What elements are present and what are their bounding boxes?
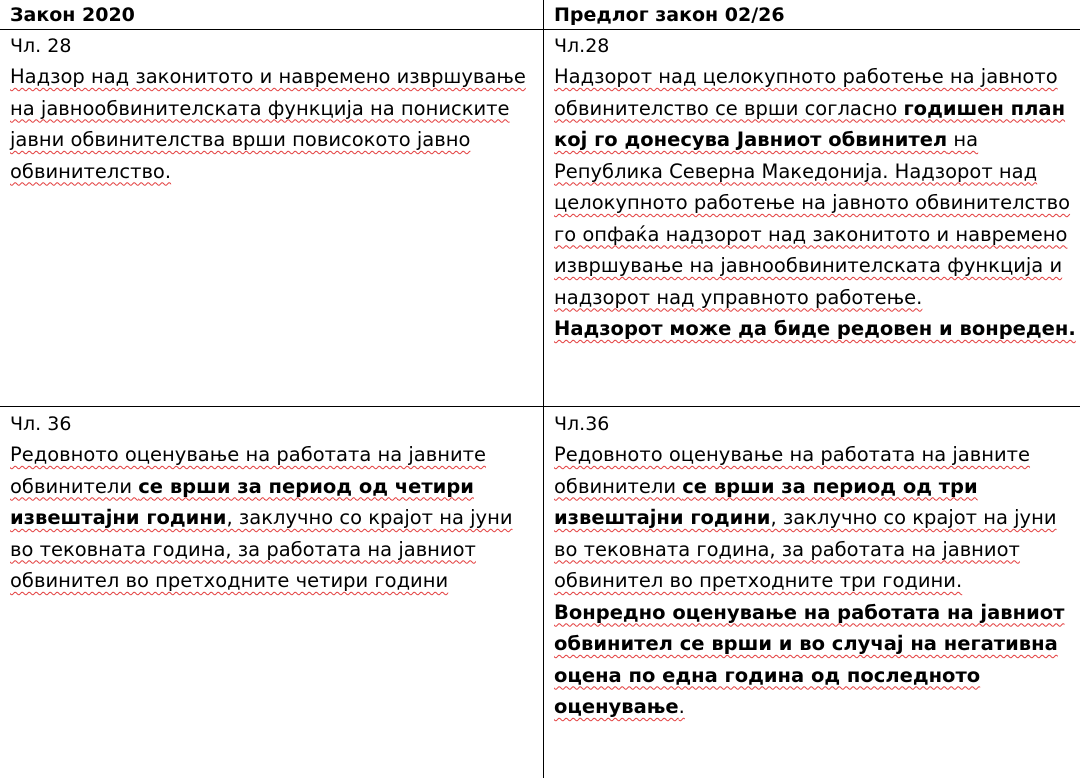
text-run: Надзор над законитото и навремено извршување на јавнообвинителската функција на пониските јавни обвинителства врши повисокото јавно обвинителство. (10, 65, 526, 183)
article-label-right-36: Чл.36 (554, 413, 610, 435)
bold-text-run: се врши за период од четири извештајни години (10, 474, 474, 529)
article-label-left-36: Чл. 36 (10, 413, 72, 435)
article-text-left-36 (0, 439, 530, 597)
header-law-2020: Закон 2020 (10, 4, 135, 26)
bold-text-run: се врши за период од три извештајни години (554, 474, 978, 529)
text-run: , заклучно со крајот на јуни во тековната година, за работата на јавниот обвинител во претходните четири години (10, 506, 513, 592)
row-divider (0, 406, 1080, 407)
text-run: на Република Северна Македонија. Надзорот над целокупното работење на јавното обвинителство го опфаќа надзорот над законитото и навремено извршување на јавнообвинителската функција и надзорот над управното работење. (554, 128, 1071, 309)
article-text-right-28 (544, 61, 1080, 345)
article-label-left-28: Чл. 28 (10, 35, 72, 57)
bold-text-run: годишен план кој го донесува Јавниот обвинител (554, 96, 1066, 151)
text-run: Редовното оценување на работата на јавните обвинители (554, 443, 1031, 498)
header-proposed-law: Предлог закон 02/26 (554, 4, 785, 26)
text-run: Редовното оценување на работата на јавните обвинители (10, 443, 487, 498)
article-text-left-28 (0, 61, 530, 187)
bold-text-run: Вонредно оценување на работата на јавниот обвинител се врши и во случај на негативна оцена по една година од последното оценување (554, 600, 1065, 718)
text-run: Надзорот над целокупното работење на јавното обвинителство се врши согласно (554, 65, 1058, 120)
text-run: , заклучно со крајот на јуни во тековната година, за работата на јавниот обвинител во претходните три години. (554, 506, 1057, 592)
text-run: . (678, 695, 685, 718)
article-text-right-36 (544, 439, 1080, 723)
header-divider (0, 29, 1080, 30)
bold-text-run: Надзорот може да биде редовен и вонреден. (554, 317, 1076, 340)
article-label-right-28: Чл.28 (554, 35, 610, 57)
